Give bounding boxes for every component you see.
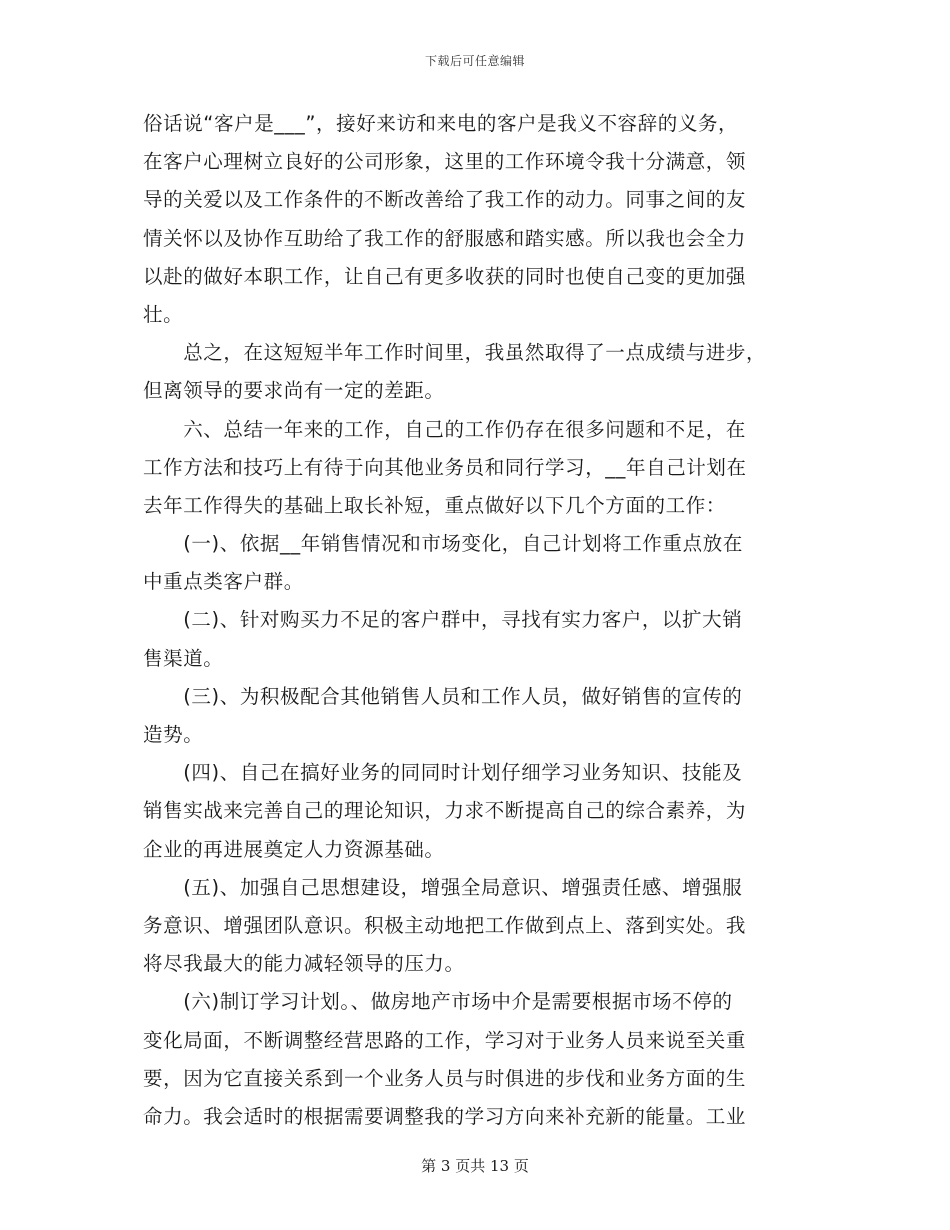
page-header-note: 下载后可任意编辑 [424,54,525,68]
text-line: 企业的再进展奠定人力资源基础。 [143,837,445,861]
text-line: (二)、针对购买力不足的客户群中，寻找有实力客户，以扩大销 [143,608,743,632]
text-line: 总之，在这短短半年工作时间里，我虽然取得了一点成绩与进步， [143,341,767,365]
text-line: (三)、为积极配合其他销售人员和工作人员，做好销售的宣传的 [143,684,743,708]
text-line: 以赴的做好本职工作，让自己有更多收获的同时也使自己变的更加强 [143,264,747,288]
text-line: (四)、自己在搞好业务的同同时计划仔细学习业务知识、技能及 [143,761,743,785]
text-line: 售渠道。 [143,646,224,670]
text-line: (六)制订学习计划。、做房地产市场中介是需要根据市场不停的 [143,990,733,1014]
text-line: 在客户心理树立良好的公司形象，这里的工作环境令我十分满意，领 [143,150,747,174]
text-line: (五)、加强自己思想建设，增强全局意识、增强责任感、增强服 [143,875,743,899]
text-line: 但离领导的要求尚有一定的差距。 [143,379,445,403]
text-line: 去年工作得失的基础上取长补短，重点做好以下几个方面的工作： [143,493,726,517]
text-line: 中重点类客户群。 [143,570,304,594]
text-line: 造势。 [143,723,204,746]
text-line: 导的关爱以及工作条件的不断改善给了我工作的动力。同事之间的友 [143,188,747,212]
text-line: 情关怀以及协作互助给了我工作的舒服感和踏实感。所以我也会全力 [143,226,747,250]
text-line: 变化局面，不断调整经营思路的工作，学习对于业务人员来说至关重 [143,1028,747,1052]
text-line: 要，因为它直接关系到一个业务人员与时俱进的步伐和业务方面的生 [143,1066,747,1090]
page-number: 第 3 页共 13 页 [421,1157,529,1175]
text-line: 六、总结一年来的工作，自己的工作仍存在很多问题和不足，在 [143,417,747,441]
text-line: 命力。我会适时的根据需要调整我的学习方向来补充新的能量。工业 [143,1104,747,1128]
text-line: 务意识、增强团队意识。积极主动地把工作做到点上、落到实处。我 [143,913,747,937]
text-line: 俗话说“客户是___”，接好来访和来电的客户是我义不容辞的义务， [143,112,739,135]
text-line: 工作方法和技巧上有待于向其他业务员和同行学习，__年自己计划在 [143,455,747,479]
text-line: 销售实战来完善自己的理论知识，力求不断提高自己的综合素养，为 [143,799,747,823]
text-line: (一)、依据__年销售情况和市场变化，自己计划将工作重点放在 [143,532,743,556]
text-line: 壮。 [143,302,184,326]
document-body [143,105,803,1136]
text-line: 将尽我最大的能力减轻领导的压力。 [143,952,465,976]
